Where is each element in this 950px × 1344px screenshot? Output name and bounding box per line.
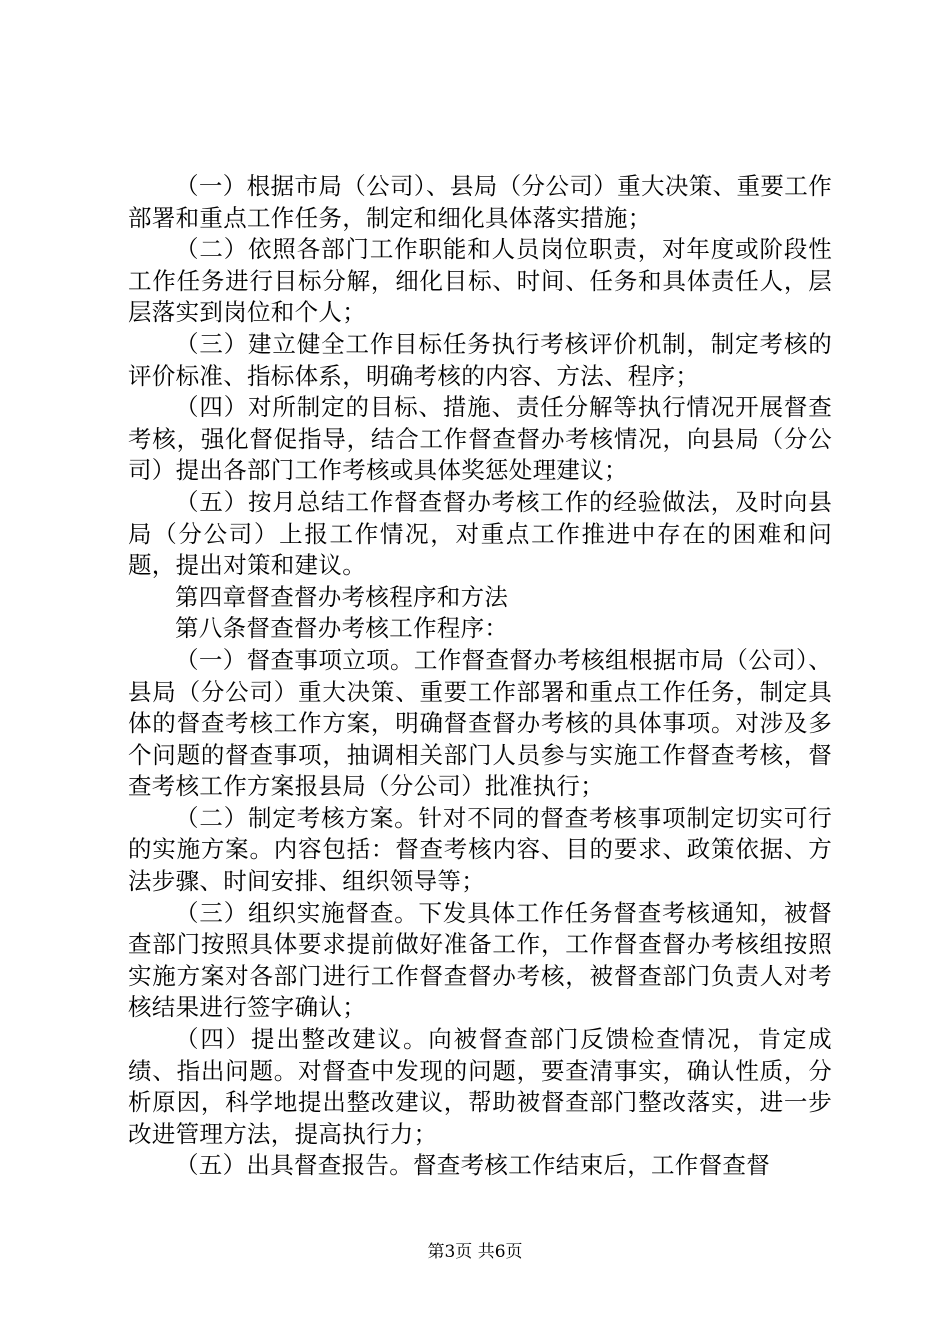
duty-paragraph-2: （二）依照各部门工作职能和人员岗位职责，对年度或阶段性工作任务进行目标分解，细化目标、时间、任务和具体责任人，层层落实到岗位和个人； xyxy=(128,235,832,327)
duty-paragraph-1: （一）根据市局（公司）、县局（分公司）重大决策、重要工作部署和重点工作任务，制定和细化具体落实措施； xyxy=(128,172,832,232)
duty-paragraph-3: （三）建立健全工作目标任务执行考核评价机制，制定考核的评价标准、指标体系，明确考核的内容、方法、程序； xyxy=(128,329,832,390)
procedure-paragraph-5: （五）出具督查报告。督查考核工作结束后，工作督查督 xyxy=(175,1151,770,1180)
duty-paragraph-5: （五）按月总结工作督查督办考核工作的经验做法，及时向县局（分公司）上报工作情况，对重点工作推进中存在的困难和问题，提出对策和建议。 xyxy=(128,487,832,580)
procedure-paragraph-3: （三）组织实施督查。下发具体工作任务督查考核通知，被督查部门按照具体要求提前做好准备工作，工作督查督办考核组按照实施方案对各部门进行工作督查督办考核，被督查部门负责人对考核结果进行签字确认； xyxy=(128,898,832,1022)
article-heading: 第八条督查督办考核工作程序： xyxy=(175,614,509,643)
chapter-heading: 第四章督查督办考核程序和方法 xyxy=(175,582,509,611)
page-footer: 第3页 共6页 xyxy=(427,1242,523,1262)
document-body xyxy=(128,171,832,1182)
procedure-paragraph-1: （一）督查事项立项。工作督查督办考核组根据市局（公司）、县局（分公司）重大决策、重要工作部署和重点工作任务，制定具体的督查考核工作方案，明确督查督办考核的具体事项。对涉及多个问题的督查事项，抽调相关部门人员参与实施工作督查考核，督查考核工作方案报县局（分公司）批准执行； xyxy=(128,645,832,801)
duty-paragraph-4: （四）对所制定的目标、措施、责任分解等执行情况开展督查考核，强化督促指导，结合工作督查督办考核情况，向县局（分公司）提出各部门工作考核或具体奖惩处理建议； xyxy=(128,393,832,485)
procedure-paragraph-4: （四）提出整改建议。向被督查部门反馈检查情况，肯定成绩、指出问题。对督查中发现的问题，要查清事实，确认性质，分析原因，科学地提出整改建议，帮助被督查部门整改落实，进一步改进管理方法，提高执行力； xyxy=(128,1025,832,1148)
procedure-paragraph-2: （二）制定考核方案。针对不同的督查考核事项制定切实可行的实施方案。内容包括：督查考核内容、目的要求、政策依据、方法步骤、时间安排、组织领导等； xyxy=(128,803,832,896)
